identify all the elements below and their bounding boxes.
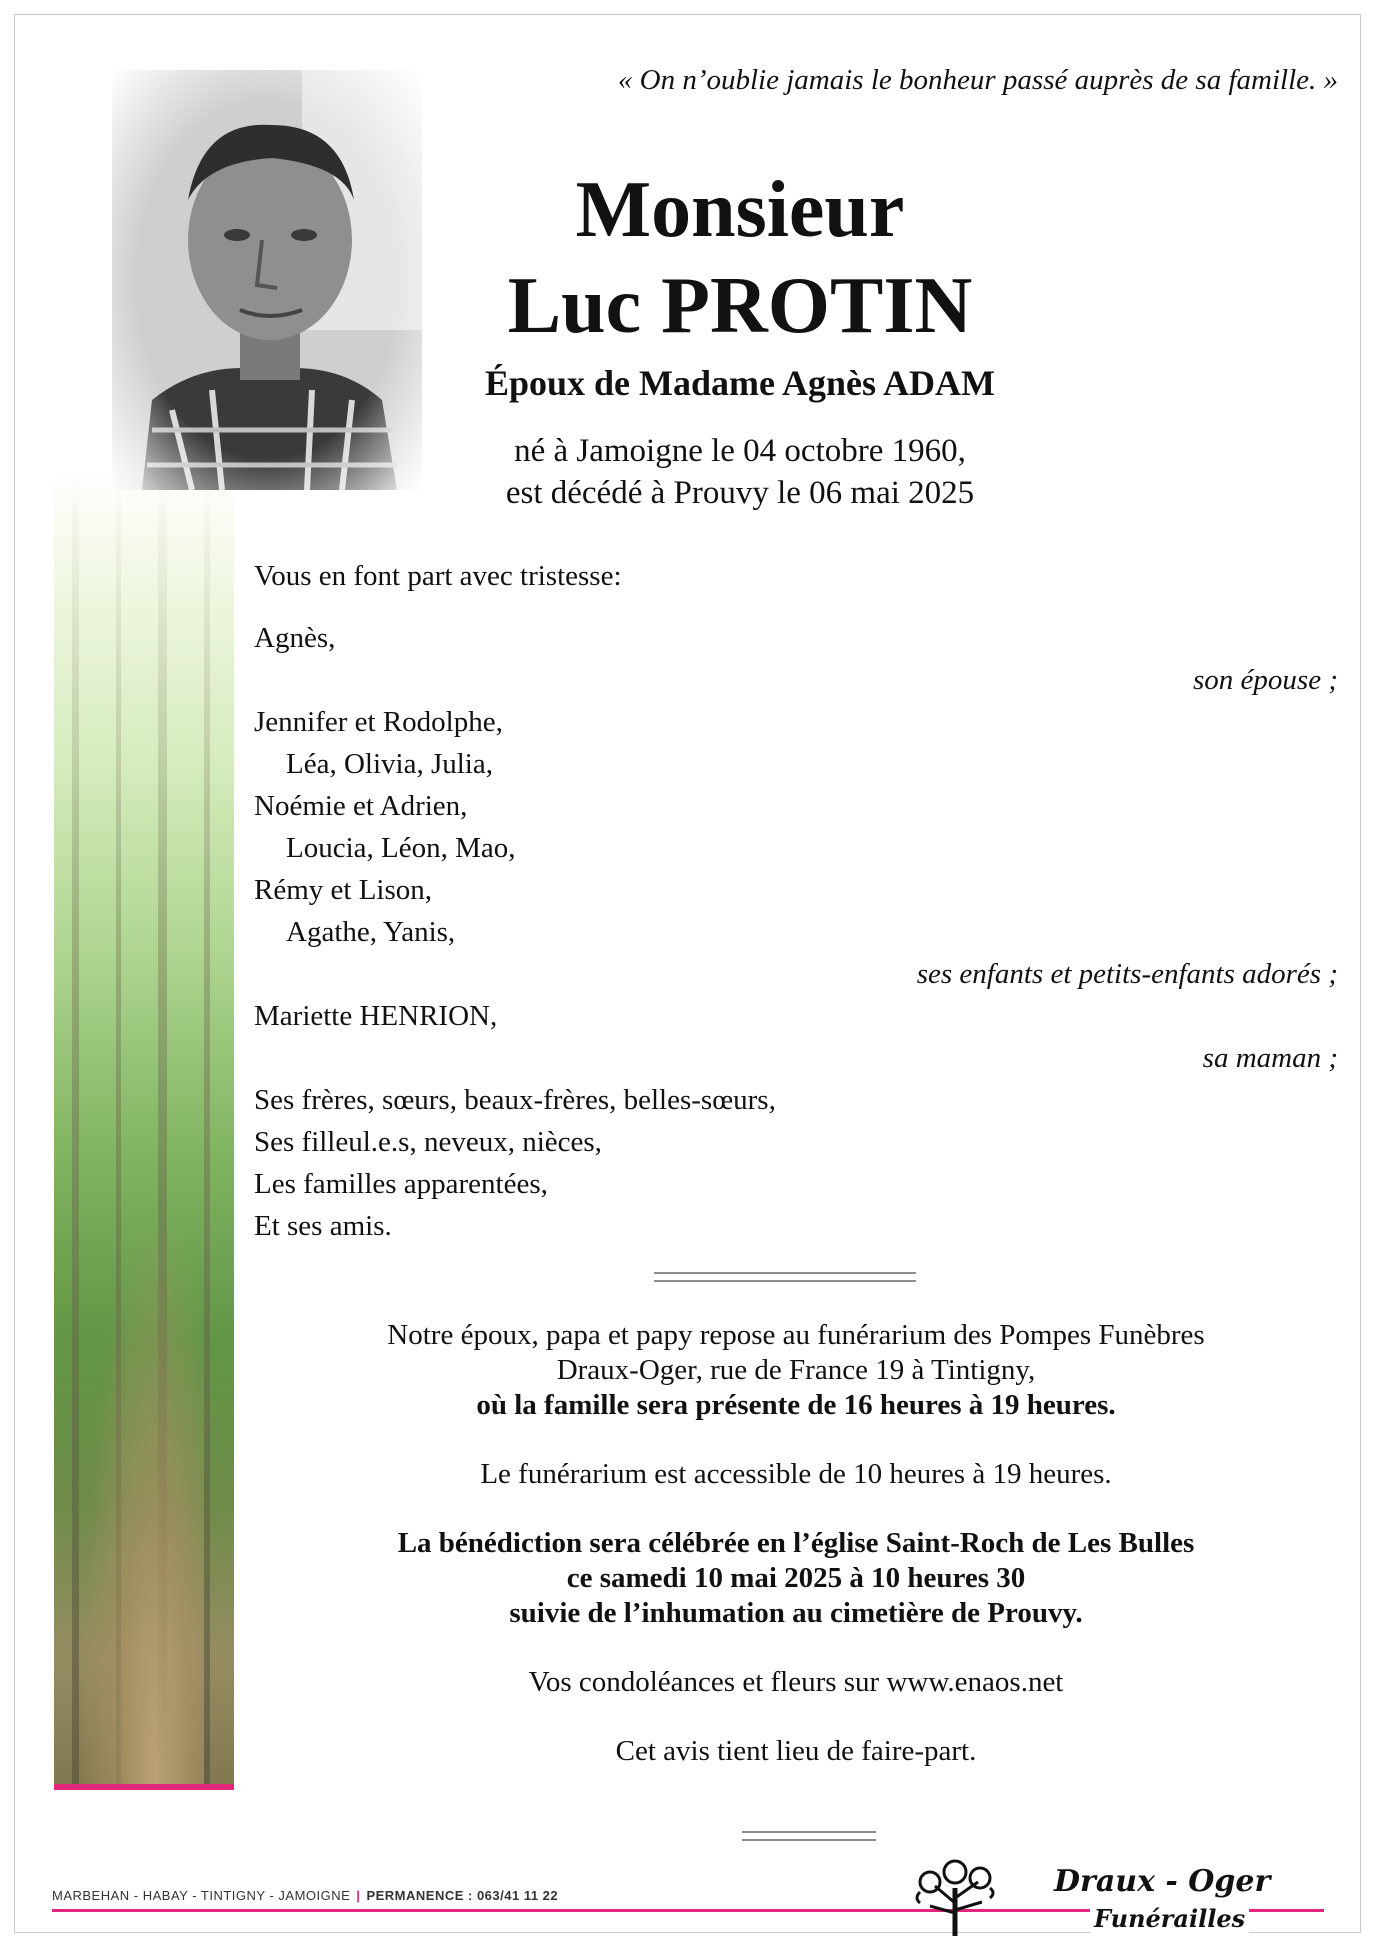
forest-path — [84, 1230, 204, 1790]
branch-locations: MARBEHAN - HABAY - TINTIGNY - JAMOIGNE — [52, 1888, 351, 1903]
birth-line: né à Jamoigne le 04 octobre 1960, — [514, 433, 966, 469]
family-member-line: Agnès, — [254, 622, 336, 654]
spouse-line: Époux de Madame Agnès ADAM — [484, 363, 996, 403]
notice-line: Cet avis tient lieu de faire-part. — [615, 1735, 977, 1767]
tree-trunk — [204, 470, 210, 1790]
ceremony-date: ce samedi 10 mai 2025 à 10 heures 30 — [566, 1562, 1026, 1594]
tree-logo-icon — [900, 1858, 1010, 1938]
funeral-home-logo — [900, 1858, 1330, 1938]
section-divider — [654, 1272, 916, 1282]
permanence-phone: PERMANENCE : 063/41 11 22 — [366, 1888, 559, 1903]
pink-accent-line — [54, 1784, 234, 1790]
footer-divider — [742, 1831, 876, 1841]
family-member-line: Ses filleul.e.s, neveux, nièces, — [254, 1126, 602, 1158]
family-member-line: Loucia, Léon, Mao, — [286, 832, 516, 864]
access-hours: Le funérarium est accessible de 10 heures à 19 heures. — [480, 1458, 1112, 1490]
footer-separator: | — [356, 1888, 361, 1903]
deceased-portrait — [112, 70, 422, 490]
ceremony-line: La bénédiction sera célébrée en l’église Saint-Roch de Les Bulles — [397, 1527, 1195, 1559]
death-line: est décédé à Prouvy le 06 mai 2025 — [505, 475, 975, 511]
deceased-name: Luc PROTIN — [507, 262, 973, 350]
epigraph-quote: « On n’oublie jamais le bonheur passé auprès de sa famille. » — [617, 64, 1338, 96]
family-member-line: Les familles apparentées, — [254, 1168, 548, 1200]
brand-name: Draux - Oger — [1050, 1864, 1274, 1899]
footer-locations — [52, 1888, 558, 1903]
funeral-details — [254, 1318, 1338, 1769]
relation-label: sa maman ; — [1202, 1042, 1338, 1074]
family-announcement — [254, 555, 1338, 1247]
family-member-line: Jennifer et Rodolphe, — [254, 706, 503, 738]
family-member-line: Et ses amis. — [254, 1210, 392, 1242]
rest-line: Draux-Oger, rue de France 19 à Tintigny, — [556, 1354, 1036, 1386]
condolences-line: Vos condoléances et fleurs sur www.enaos.net — [528, 1666, 1064, 1698]
family-member-line: Rémy et Lison, — [254, 874, 433, 906]
family-member-line: Noémie et Adrien, — [254, 790, 468, 822]
rest-line: Notre époux, papa et papy repose au funérarium des Pompes Funèbres — [387, 1319, 1205, 1351]
brand-subtitle: Funérailles — [1090, 1904, 1249, 1933]
burial-line: suivie de l’inhumation au cimetière de Prouvy. — [509, 1597, 1083, 1629]
deceased-header — [420, 162, 1060, 514]
life-dates — [420, 430, 1060, 514]
forest-path-decoration — [54, 470, 234, 1790]
spacer — [254, 597, 1338, 617]
tree-trunk — [72, 470, 79, 1790]
family-member-line: Agathe, Yanis, — [286, 916, 456, 948]
family-member-line: Ses frères, sœurs, beaux-frères, belles-sœurs, — [254, 1084, 776, 1116]
family-presence-line: où la famille sera présente de 16 heures à 19 heures. — [476, 1389, 1116, 1421]
announcement-intro: Vous en font part avec tristesse: — [254, 560, 622, 592]
relation-label: ses enfants et petits-enfants adorés ; — [916, 958, 1338, 990]
relation-label: son épouse ; — [1193, 664, 1338, 696]
honorific: Monsieur — [575, 166, 905, 254]
family-member-line: Léa, Olivia, Julia, — [286, 748, 493, 780]
family-member-line: Mariette HENRION, — [254, 1000, 498, 1032]
